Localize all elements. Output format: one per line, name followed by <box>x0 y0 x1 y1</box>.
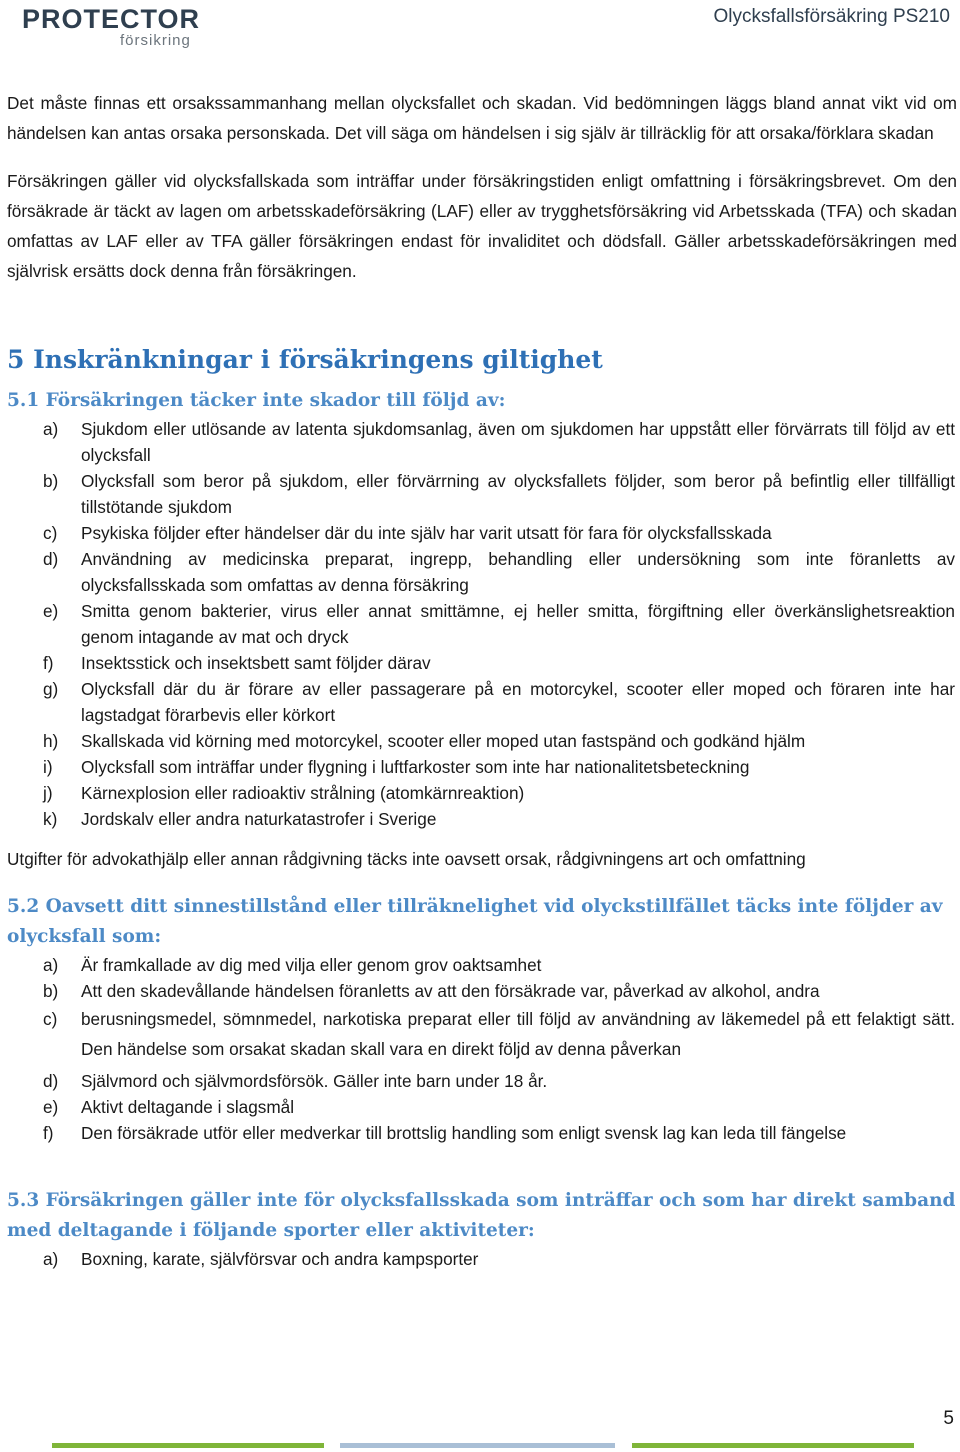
list-item-marker: c) <box>43 523 58 543</box>
list-item-marker: a) <box>43 955 59 975</box>
section-5-2-heading: 5.2 Oavsett ditt sinnestillstånd eller tillräknelighet vid olyckstillfället täcks inte följder av olycksfall som: <box>7 896 943 947</box>
list-item-marker: f) <box>43 1123 54 1143</box>
list-item <box>7 728 957 754</box>
list-item-text: Att den skadevållande händelsen föranletts av att den försäkrade var, påverkad av alkohol, andra <box>81 981 820 1001</box>
list-item <box>7 416 957 468</box>
list-item-text: Användning av medicinska preparat, ingrepp, behandling eller undersökning som inte föranletts av olycksfallsskada som omfattas av denna försäkring <box>81 549 955 595</box>
list-item <box>7 468 957 520</box>
list-item-marker: b) <box>43 981 59 1001</box>
section-5-heading: 5 Inskränkningar i försäkringens giltighet <box>7 345 603 374</box>
list-item-marker: i) <box>43 757 53 777</box>
list-item-marker: j) <box>43 783 53 803</box>
footer-bar-middle <box>340 1443 615 1448</box>
list-item-marker: f) <box>43 653 54 673</box>
list-item <box>7 952 957 978</box>
section-5-2-list <box>7 952 957 1146</box>
section-5-1-list <box>7 416 957 832</box>
list-item-text: Aktivt deltagande i slagsmål <box>81 1097 295 1117</box>
list-item <box>7 754 957 780</box>
list-item-marker: k) <box>43 809 58 829</box>
list-item-text: Skallskada vid körning med motorcykel, scooter eller moped utan fastspänd och godkänd hjälm <box>81 731 806 751</box>
list-item-text: Självmord och självmordsförsök. Gäller inte barn under 18 år. <box>81 1071 548 1091</box>
list-item-marker: d) <box>43 1071 59 1091</box>
footer-bar-right <box>632 1443 914 1448</box>
list-item <box>7 546 957 598</box>
list-item-text: Insektsstick och insektsbett samt följder därav <box>81 653 431 673</box>
list-item <box>7 1094 957 1120</box>
list-item-text: Kärnexplosion eller radioaktiv strålning (atomkärnreaktion) <box>81 783 525 803</box>
logo-text: PROTECTOR <box>22 4 201 34</box>
list-item-marker: b) <box>43 471 59 491</box>
list-item <box>7 1068 957 1094</box>
section-5-3-list <box>7 1246 957 1272</box>
list-item-marker: h) <box>43 731 59 751</box>
list-item-text: Smitta genom bakterier, virus eller annat smittämne, ej heller smitta, förgiftning eller överkänslighetsreaktion genom intagande av mat och dryck <box>81 601 955 647</box>
page-number: 5 <box>943 1408 954 1429</box>
list-item <box>7 1120 957 1146</box>
protector-logo <box>22 4 212 52</box>
intro-paragraph-1: Det måste finnas ett orsakssammanhang mellan olycksfallet och skadan. Vid bedömningen läggs bland annat vikt vid om händelsen kan antas orsaka personskada. Det vill säga om händelsen i sig själv är tillräcklig för att orsaka/förklara skadan <box>7 93 957 143</box>
list-item-text: Psykiska följder efter händelser där du inte själv har varit utsatt för fara för olycksfallsskada <box>81 523 772 543</box>
intro-paragraph-2: Försäkringen gäller vid olycksfallskada som inträffar under försäkringstiden enligt omfattning i försäkringsbrevet. Om den försäkrade är täckt av lagen om arbetsskadeförsäkring (LAF) eller av trygghetsförsäkring vid Arbetsskada (TFA) och skadan omfattas av LAF eller av TFA gäller försäkringen endast för invaliditet och dödsfall. Gäller arbetsskadeförsäkringen med självrisk ersätts dock denna från försäkringen. <box>7 171 957 281</box>
list-item-text: Sjukdom eller utlösande av latenta sjukdomsanlag, även om sjukdomen har uppstått eller förvärrats till följd av ett olycksfall <box>81 419 955 465</box>
list-item <box>7 806 957 832</box>
list-item <box>7 598 957 650</box>
section-5-1-note: Utgifter för advokathjälp eller annan rådgivning täcks inte oavsett orsak, rådgivningens art och omfattning <box>7 849 806 869</box>
list-item-text: Den försäkrade utför eller medverkar till brottslig handling som enligt svensk lag kan leda till fängelse <box>81 1123 847 1143</box>
list-item-marker: g) <box>43 679 59 699</box>
list-item-text: berusningsmedel, sömnmedel, narkotiska preparat eller till följd av användning av läkemedel på ett felaktigt sätt. Den händelse som orsakat skadan skall vara en direkt följd av denna påverkan <box>81 1009 955 1059</box>
footer-bar-left <box>52 1443 324 1448</box>
list-item-text: Jordskalv eller andra naturkatastrofer i Sverige <box>81 809 437 829</box>
section-5-3-heading: 5.3 Försäkringen gäller inte för olycksfallsskada som inträffar och som har direkt samband med deltagande i följande sporter eller aktiviteter: <box>7 1190 956 1241</box>
list-item <box>7 676 957 728</box>
logo-subtext: försikring <box>120 32 191 49</box>
list-item-marker: d) <box>43 549 59 569</box>
document-title: Olycksfallsförsäkring PS210 <box>713 6 950 27</box>
list-item-text: Boxning, karate, självförsvar och andra kampsporter <box>81 1249 479 1269</box>
list-item <box>7 1246 957 1272</box>
page-header <box>0 0 960 60</box>
document-body <box>7 88 957 1272</box>
list-item-text: Är framkallade av dig med vilja eller genom grov oaktsamhet <box>81 955 542 975</box>
list-item-text: Olycksfall som inträffar under flygning i luftfarkoster som inte har nationalitetsbeteckning <box>81 757 750 777</box>
list-item-text: Olycksfall som beror på sjukdom, eller förvärrning av olycksfallets följder, som beror på befintlig eller tillfälligt tillstötande sjukdom <box>81 471 955 517</box>
list-item <box>7 1004 957 1064</box>
list-item <box>7 780 957 806</box>
list-item-marker: c) <box>43 1009 58 1029</box>
list-item <box>7 650 957 676</box>
list-item-marker: a) <box>43 1249 59 1269</box>
list-item-marker: e) <box>43 601 59 621</box>
list-item-text: Olycksfall där du är förare av eller passagerare på en motorcykel, scooter eller moped och föraren inte har lagstadgat förarbevis eller körkort <box>81 679 955 725</box>
list-item <box>7 978 957 1004</box>
list-item <box>7 520 957 546</box>
section-5-1-heading: 5.1 Försäkringen täcker inte skador till följd av: <box>7 390 506 411</box>
list-item-marker: a) <box>43 419 59 439</box>
list-item-marker: e) <box>43 1097 59 1117</box>
